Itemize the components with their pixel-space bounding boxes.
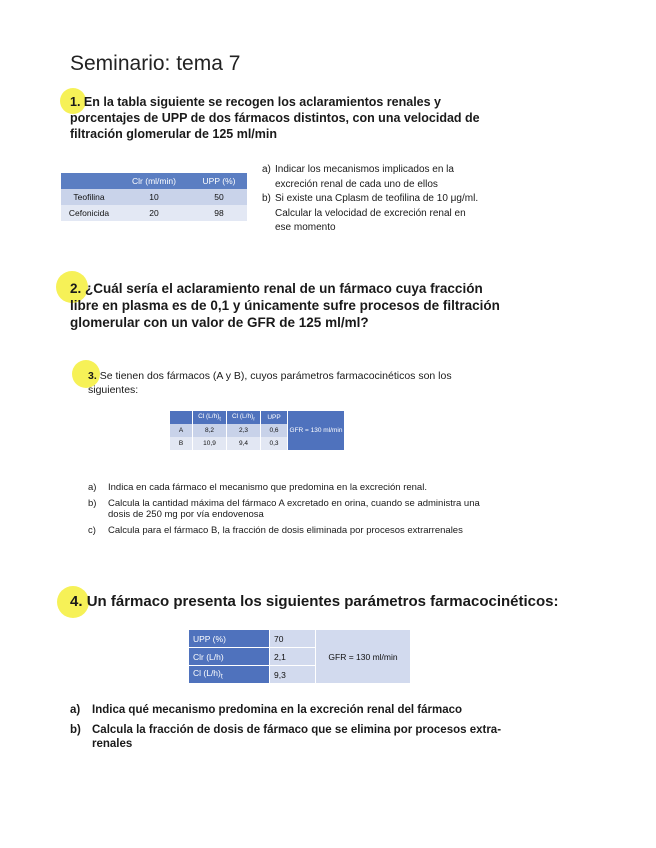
table-cell: 70: [270, 630, 316, 648]
table-cell: Teofilina: [61, 189, 117, 205]
table-cell: 20: [117, 205, 191, 221]
table-cell: 10,9: [193, 437, 227, 450]
page-title: Seminario: tema 7: [70, 52, 241, 75]
list-item-label: b): [88, 497, 97, 509]
table-cell: Cefonicida: [61, 205, 117, 221]
table-cell: 2,3: [227, 424, 261, 437]
list-item: [262, 192, 482, 236]
table-row: [189, 630, 411, 648]
table-cell: A: [170, 424, 193, 437]
list-item: [88, 525, 488, 537]
list-item-label: a): [70, 704, 81, 716]
table-q3-header: [170, 411, 193, 424]
table-cell: 98: [191, 205, 247, 221]
list-item-label: a): [262, 164, 271, 175]
table-row: [61, 189, 247, 205]
table-cell: 2,1: [270, 648, 316, 666]
table-cell: 50: [191, 189, 247, 205]
table-q4-gfr-cell: GFR = 130 ml/min: [316, 630, 411, 684]
table-q1-header: Clr (ml/min): [117, 173, 191, 189]
question-2: [70, 280, 510, 331]
question-4: [70, 593, 559, 610]
table-row: [61, 205, 247, 221]
table-cell: 9,4: [227, 437, 261, 450]
table-cell: Clr (L/h): [189, 648, 270, 666]
table-cell: 0,3: [261, 437, 288, 450]
question-4-text: Un fármaco presenta los siguientes parámetros farmacocinéticos:: [86, 593, 559, 610]
question-1-text: En la tabla siguiente se recogen los aclaramientos renales y porcentajes de UPP de dos fármacos distintos, con una velocidad de filtración glomerular de 125 ml/min: [70, 95, 480, 141]
table-q4: [189, 630, 411, 684]
question-3-subitems: [88, 482, 488, 540]
list-item-label: b): [262, 193, 271, 204]
list-item-label: b): [70, 724, 81, 736]
question-3-text: Se tienen dos fármacos (A y B), cuyos parámetros farmacocinéticos son los siguientes:: [88, 370, 452, 396]
table-q1-header: [61, 173, 117, 189]
list-item: [88, 498, 488, 521]
table-cell: 9,3: [270, 666, 316, 684]
table-q3-header: Cl $(L/h)_r$: [227, 411, 261, 424]
list-item-label: a): [88, 482, 97, 493]
table-q3-header: Cl $(L/h)_t$: [193, 411, 227, 424]
list-item-text: Indica en cada fármaco el mecanismo que predomina en la excreción renal.: [108, 482, 427, 493]
question-3: [88, 369, 478, 397]
table-q3: [170, 411, 345, 450]
table-cell: UPP (%): [189, 630, 270, 648]
list-item-text: Indica qué mecanismo predomina en la excreción renal del fármaco: [92, 704, 463, 716]
list-item-text: Calcula la fracción de dosis de fármaco que se elimina por procesos extra-renales: [92, 724, 502, 750]
list-item: [88, 482, 488, 494]
list-item: [70, 703, 540, 717]
list-item-text: Calcula para el fármaco B, la fracción de dosis eliminada por procesos extrarrenales: [108, 524, 463, 536]
question-1: [70, 94, 490, 142]
question-4-number: 4.: [70, 593, 83, 610]
table-q3-gfr-cell: GFR = 130 ml/min: [288, 411, 345, 450]
table-cell: 8,2: [193, 424, 227, 437]
table-q3-header: UPP: [261, 411, 288, 424]
question-4-subitems: [70, 703, 540, 757]
table-cell: Cl $(L/h)_t$: [189, 666, 270, 684]
table-q1-header: UPP (%): [191, 173, 247, 189]
list-item: [262, 163, 482, 192]
question-2-number: 2.: [70, 281, 82, 296]
table-cell: 0,6: [261, 424, 288, 437]
list-item-text: Calcula la cantidad máxima del fármaco A excretado en orina, cuando se administra una dosis de 250 mg por vía endovenosa: [108, 497, 480, 520]
table-cell: 10: [117, 189, 191, 205]
table-q1: [61, 173, 247, 221]
list-item-text: Si existe una Cplasm de teofilina de 10 μg/ml. Calcular la velocidad de excreción renal en ese momento: [275, 193, 479, 233]
list-item-text: Indicar los mecanismos implicados en la excreción renal de cada uno de ellos: [275, 164, 454, 190]
question-3-number: 3.: [88, 370, 97, 382]
question-2-text: ¿Cuál sería el aclaramiento renal de un fármaco cuya fracción libre en plasma es de 0,1 y únicamente sufre procesos de filtración glomerular con un valor de GFR de 125 ml/ml?: [70, 281, 500, 330]
question-1-number: 1.: [70, 95, 81, 109]
table-cell: B: [170, 437, 193, 450]
question-1-subitems: [262, 163, 482, 236]
list-item: [70, 723, 540, 751]
list-item-label: c): [88, 524, 96, 536]
